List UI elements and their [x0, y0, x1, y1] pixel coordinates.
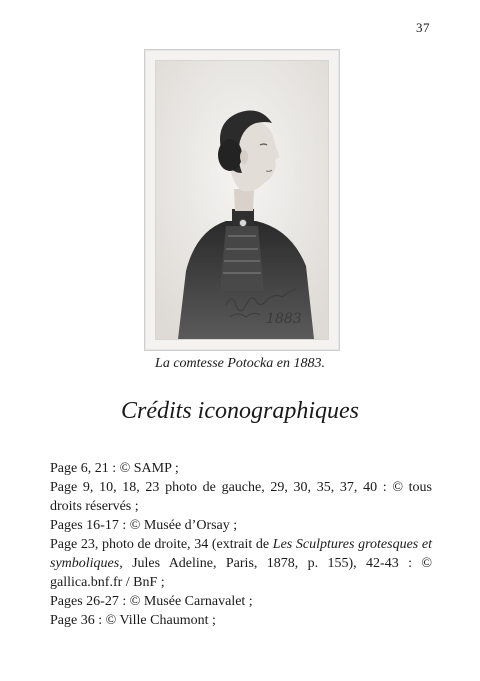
- page-number: 37: [416, 20, 430, 35]
- credit-line: Page 6, 21 : © SAMP ;: [50, 461, 179, 476]
- credit-line: Pages 26-27 : © Musée Carnavalet ;: [50, 594, 253, 609]
- portrait-image: [156, 61, 328, 339]
- book-title: Les Sculptures grotesques et symboliques: [50, 537, 432, 571]
- signature-date: 1883: [266, 311, 302, 327]
- portrait-photo-card: [144, 49, 340, 351]
- portrait-photo: [155, 60, 329, 340]
- photo-caption: La comtesse Potocka en 1883.: [155, 356, 325, 371]
- credit-line: Page 9, 10, 18, 23 photo de gauche, 29, 30, 35, 37, 40 : © tous droits réservés ;: [50, 480, 432, 514]
- credit-line: Page 36 : © Ville Chaumont ;: [50, 613, 216, 628]
- section-title: Crédits iconographiques: [121, 398, 359, 424]
- credit-line: Pages 16-17 : © Musée d’Orsay ;: [50, 518, 238, 533]
- credit-line: Page 23, photo de droite, 34 (extrait de Les Sculptures grotesques et symboliques, Jules Adeline, Paris, 1878, p. 155), 42-43 : © gallica.bnf.fr / BnF ;: [50, 537, 432, 590]
- credits-list: [50, 459, 432, 630]
